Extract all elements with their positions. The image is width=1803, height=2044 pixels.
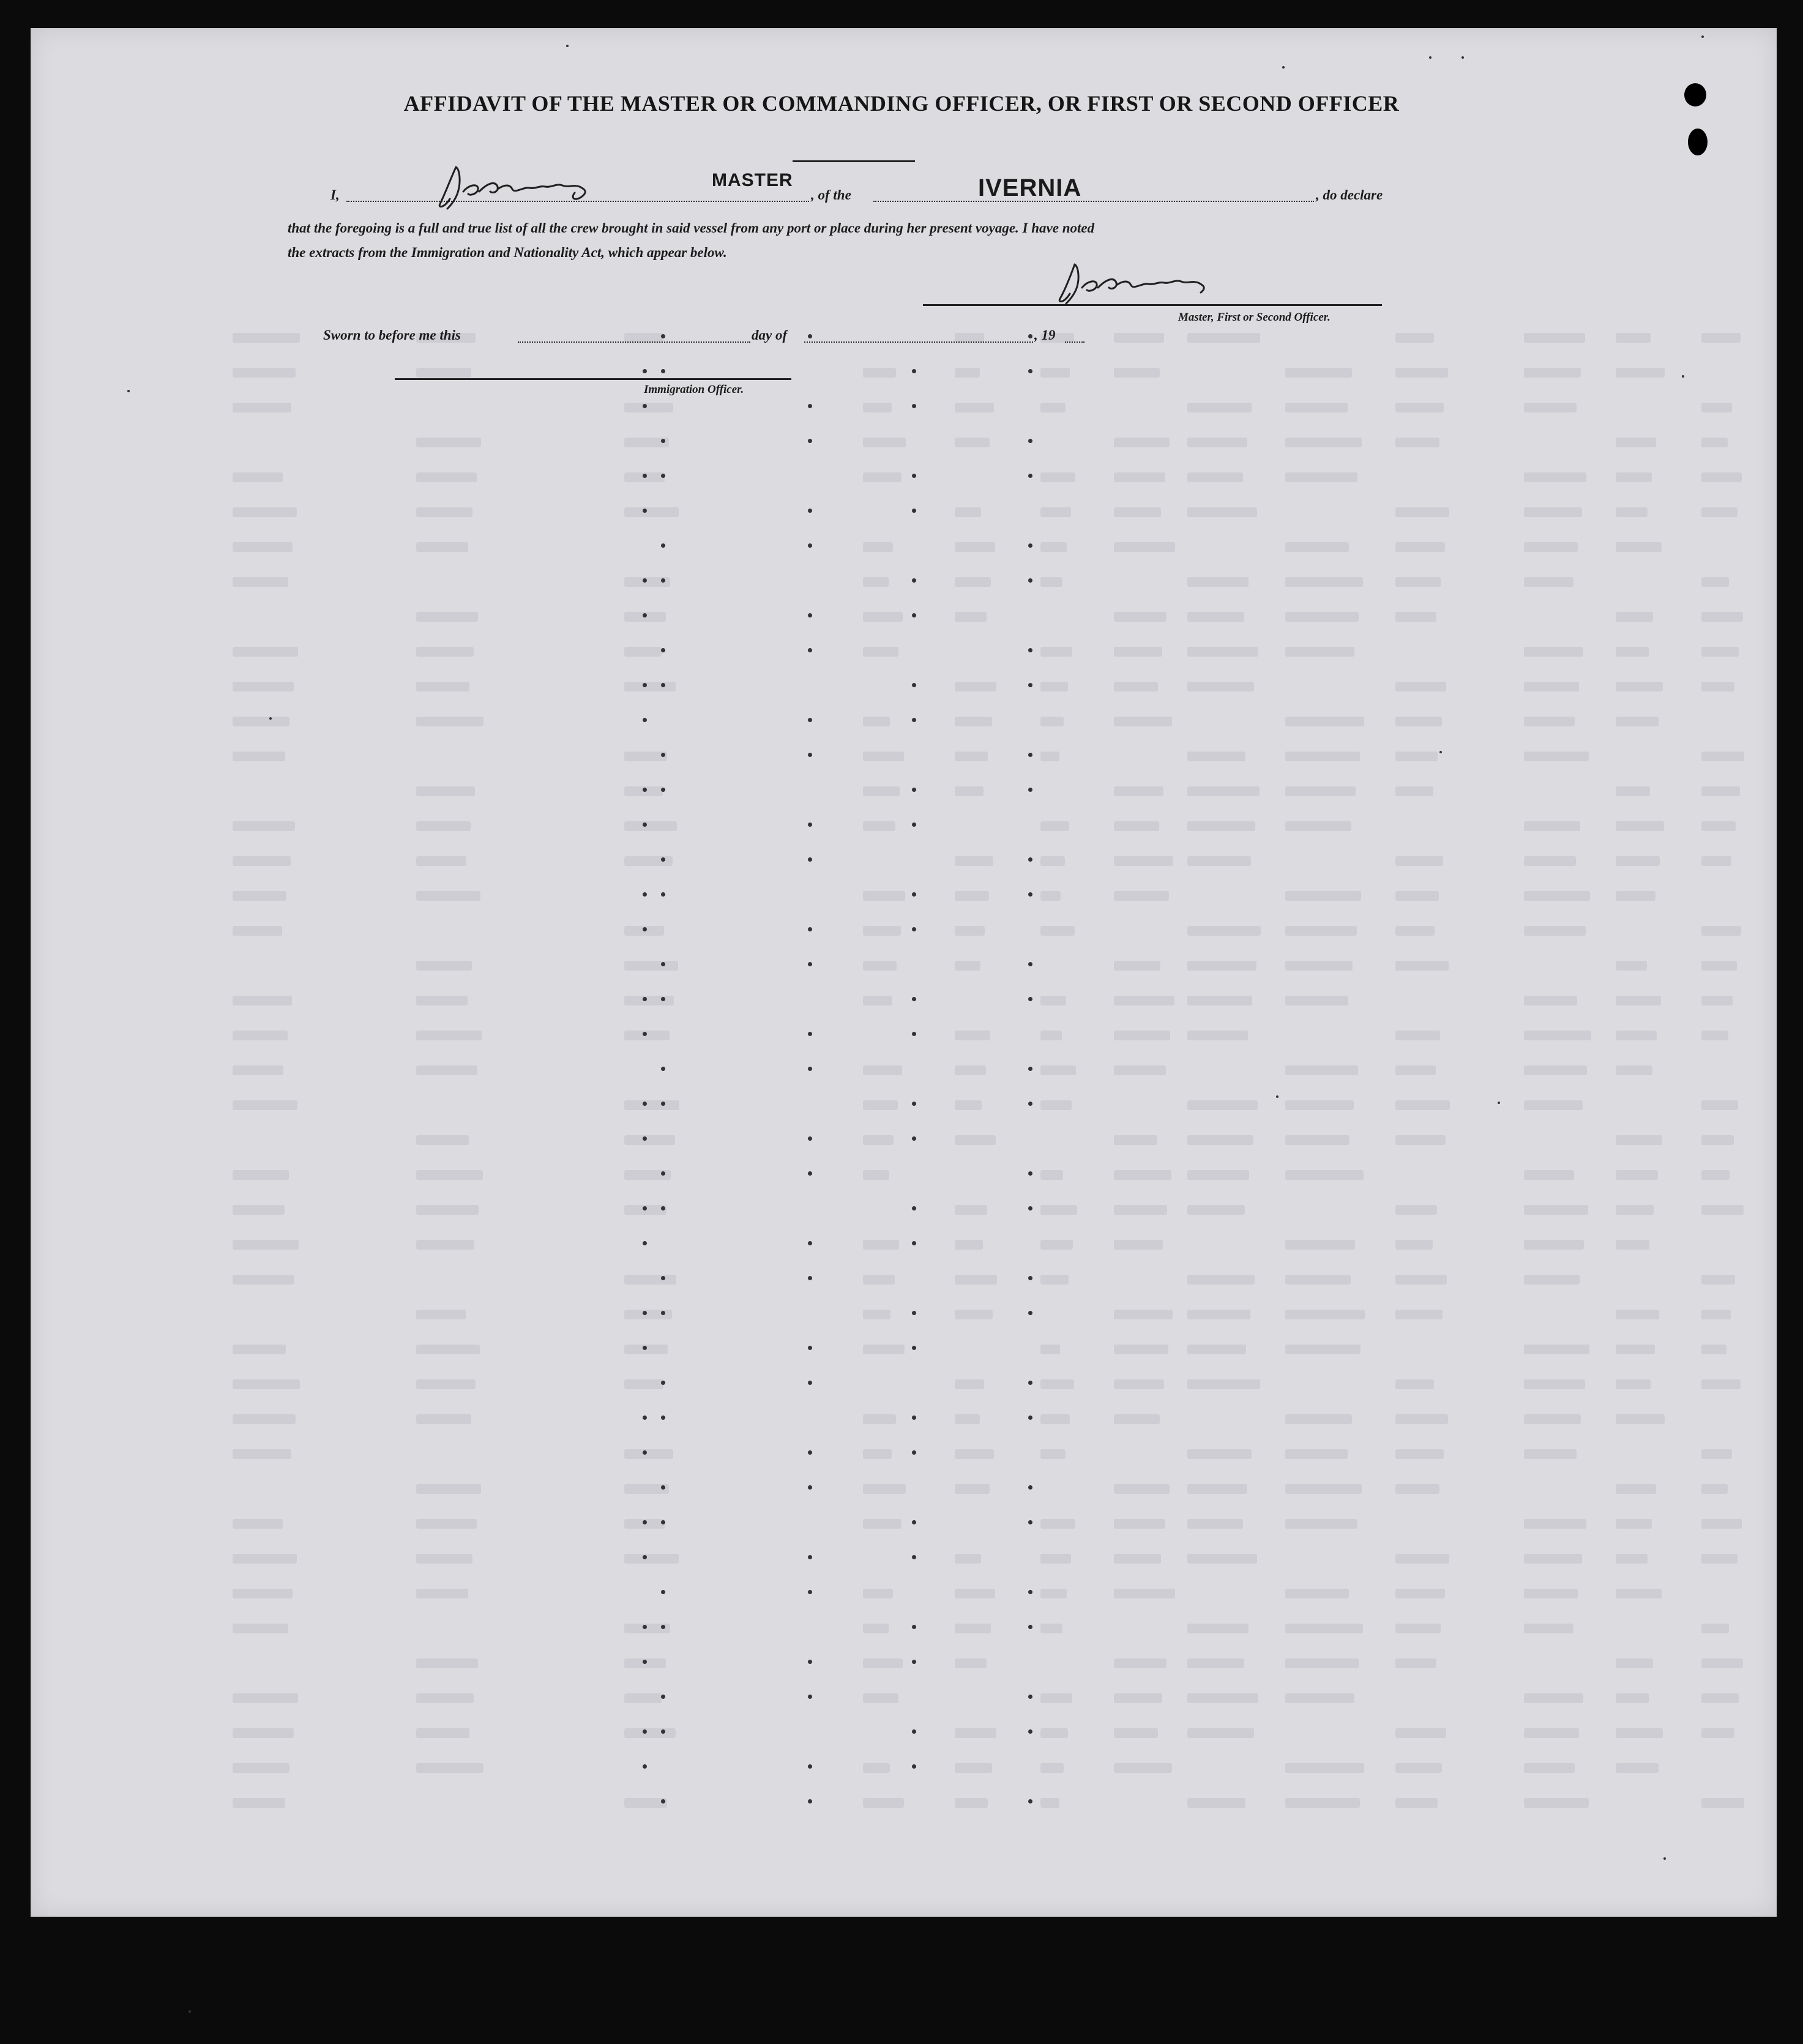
speck: [269, 717, 272, 720]
master-signature-icon: [431, 156, 615, 214]
title-rule: [793, 160, 915, 162]
speck: [1439, 751, 1442, 753]
punch-hole-top: [1684, 83, 1706, 106]
officer-signature-icon: [1051, 256, 1229, 308]
affidavit-body-line-2: the extracts from the Immigration and Nationality Act, which appear below.: [288, 245, 727, 260]
i-label: I,: [330, 187, 340, 203]
speck: [1276, 1095, 1279, 1098]
affidavit-title: AFFIDAVIT OF THE MASTER OR COMMANDING OFFICER, OR FIRST OR SECOND OFFICER: [403, 91, 1400, 116]
of-the-label: , of the: [811, 187, 851, 203]
vessel-line: [873, 201, 1314, 202]
speck: [1663, 1857, 1666, 1860]
speck: [1701, 35, 1704, 38]
speck: [566, 45, 569, 47]
month-line: [804, 341, 1033, 343]
immigration-officer-caption: Immigration Officer.: [644, 383, 744, 396]
signature-line: [923, 304, 1382, 306]
speck: [127, 390, 130, 392]
sworn-label: Sworn to before me this: [323, 327, 461, 343]
immigration-officer-line: [395, 378, 791, 380]
speck: [1498, 1102, 1500, 1104]
affidavit-body-line-1: that the foregoing is a full and true list of all the crew brought in said vessel from any port or place during her present voyage. I have noted: [288, 220, 1095, 236]
day-of-label: day of: [752, 327, 788, 343]
punch-hole-bottom: [1688, 129, 1708, 155]
speck: [1461, 56, 1464, 59]
speck: [1282, 66, 1285, 69]
sworn-date-line: [518, 341, 750, 343]
do-declare-label: , do declare: [1316, 187, 1383, 203]
speck: [1429, 56, 1432, 59]
speck: [1682, 375, 1684, 378]
year-label: , 19: [1034, 327, 1056, 343]
speck: [189, 2010, 191, 2013]
signer-caption: Master, First or Second Officer.: [1178, 311, 1331, 324]
rank-stamp: MASTER: [712, 170, 793, 190]
vessel-name-stamp: IVERNIA: [978, 174, 1082, 201]
year-line: [1065, 341, 1084, 343]
document-sheet: [31, 28, 1777, 1917]
